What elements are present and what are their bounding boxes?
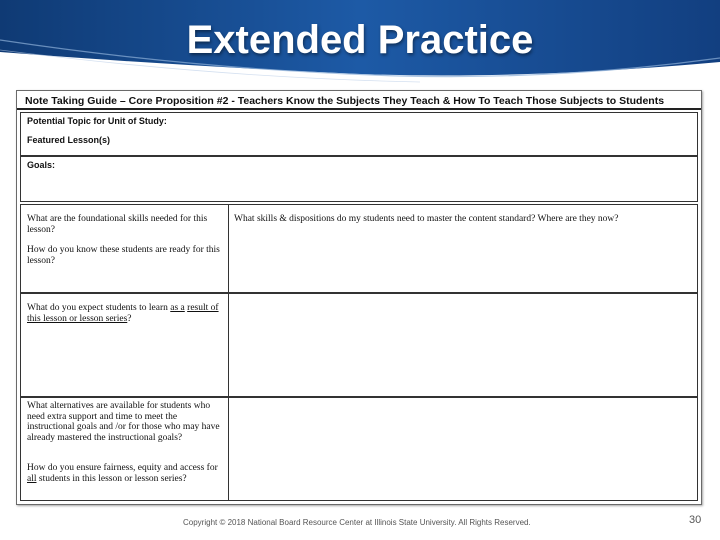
expectations-underlined: result of this lesson or lesson series [27,303,219,324]
expectations-row [20,293,698,397]
cell-divider [228,205,229,292]
guide-header: Note Taking Guide – Core Proposition #2 - Teachers Know the Subjects They Teach & How To Teach Those Subjects to Students [17,91,701,110]
goals-row [20,156,698,202]
cell-divider [228,294,229,396]
topic-row [20,112,698,156]
foundational-skills-question: What are the foundational skills needed for this lesson? [27,214,208,235]
fairness-text: students in this lesson or lesson series? [36,473,187,484]
featured-lesson-label: Featured Lesson(s) [27,135,111,145]
fairness-text: How do you ensure fairness, equity and access for [27,463,218,473]
alternatives-row [20,397,698,501]
expectations-underlined: as a [170,303,185,313]
slide-title: Extended Practice [186,18,534,62]
skills-dispositions-question: What skills & dispositions do my students need to master the content standard? Where are they now? [234,214,619,224]
expectations-question [27,303,222,324]
cell-divider [228,398,229,500]
copyright-notice: Copyright © 2018 National Board Resource Center at Illinois State University. All Rights Reserved. [183,518,531,527]
fairness-underlined: all [27,473,37,484]
readiness-question: How do you know these students are ready for this lesson? [27,245,220,266]
note-taking-guide [16,90,702,505]
goals-label: Goals: [27,160,56,170]
alternatives-question: What alternatives are available for students who need extra support and time to meet the instructional goals and /or for those who may have already mastered the instructional goals? [27,401,220,443]
topic-label: Potential Topic for Unit of Study: [27,116,167,126]
fairness-question [27,463,222,484]
expectations-text: What do you expect students to learn [27,303,171,313]
expectations-text: ? [127,313,132,324]
page-number: 30 [689,514,702,526]
skills-row [20,204,698,293]
